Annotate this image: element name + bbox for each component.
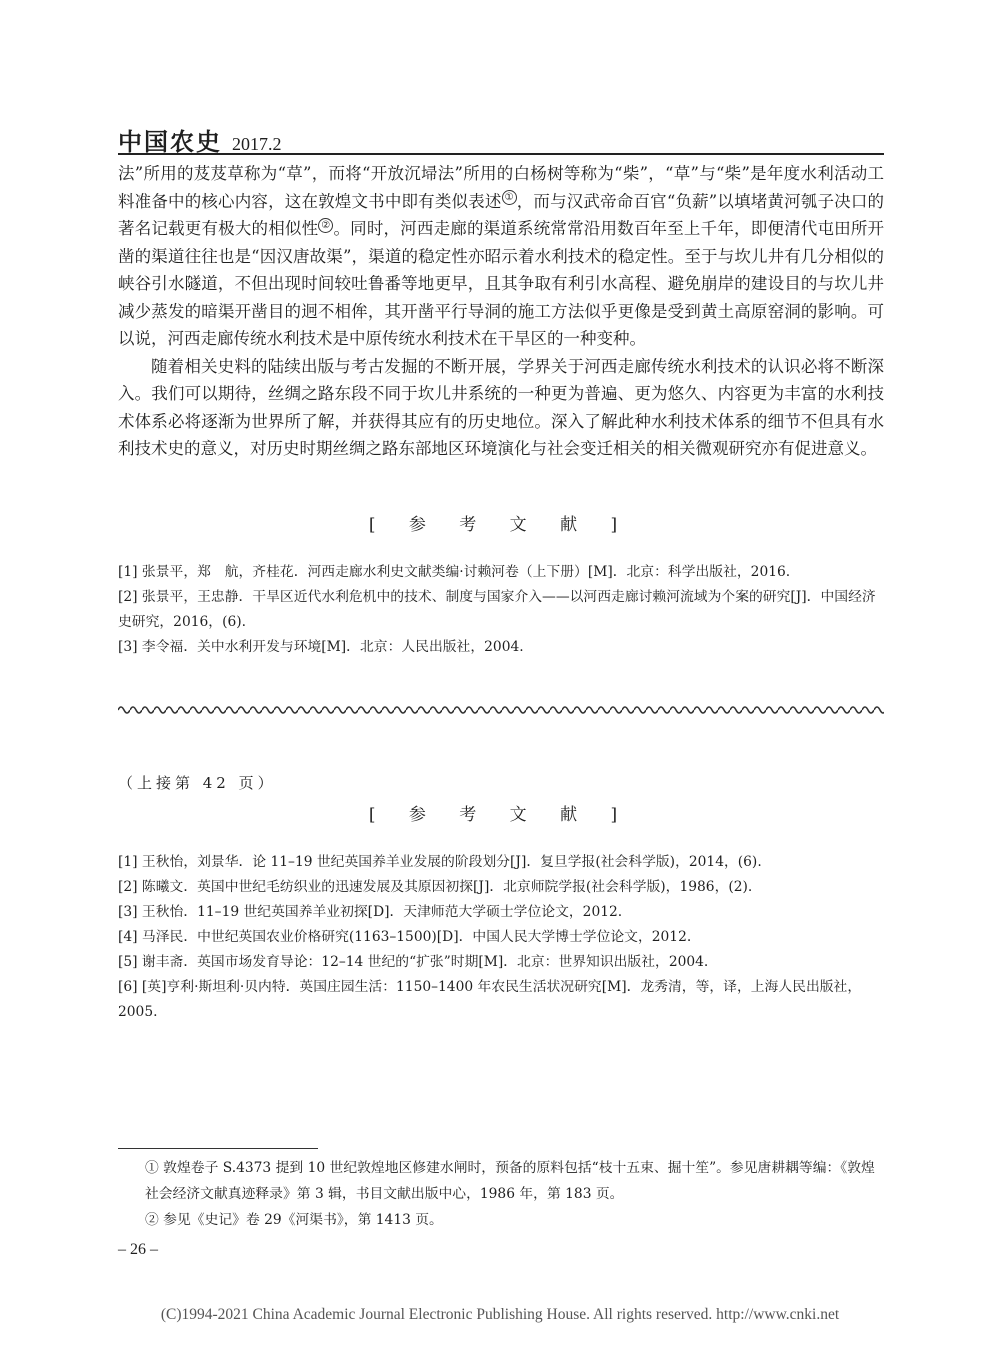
references-heading-2: [ 参 考 文 献 ]	[368, 805, 632, 825]
paragraph-1-part-b: ，而与汉武帝命百官“负薪”以填堵黄河瓠子决口的著名记载更有极大的相似性	[118, 191, 884, 238]
paragraph-2: 随着相关史料的陆续出版与考古发掘的不断开展，学界关于河西走廊传统水利技术的认识必将不断深入。我们可以期待，丝绸之路东段不同于坎儿井系统的一种更为普遍、更为悠久、内容更为丰富的水利技术体系必将逐渐为世界所了解，并获得其应有的历史地位。深入了解此种水利技术体系的细节不但具有水利技术史的意义，对历史时期丝绸之路东部地区环境演化与社会变迁相关的相关微观研究亦有促进意义。	[118, 356, 884, 458]
page-header	[118, 122, 282, 157]
reference-item: [5] 谢丰斋．英国市场发育导论：12–14 世纪的“扩张”时期[M]．北京：世界知识出版社，2004.	[118, 954, 709, 970]
references-heading-1: [ 参 考 文 献 ]	[368, 515, 632, 535]
paragraph-1-part-a: 法”所用的芨芨草称为“草”，而将“开放沉埽法”所用的白杨树等称为“柴”，“草”与“柴”是年度水利活动工料准备中的核心内容，这在敦煌文书中即有类似表述	[118, 164, 884, 211]
footnote-ref-1[interactable]: ①	[502, 190, 517, 205]
decorative-wave-divider	[118, 704, 884, 716]
reference-item: [6] [英]亨利·斯坦利·贝内特．英国庄园生活：1150–1400 年农民生活状况研究[M]．龙秀清，等，译，上海人民出版社，2005.	[118, 979, 862, 1020]
journal-issue: 2017.2	[232, 134, 282, 154]
continued-from-note: （上接第 42 页）	[118, 774, 277, 792]
header-rule	[118, 153, 884, 155]
reference-item: [4] 马泽民．中世纪英国农业价格研究(1163–1500)[D]．中国人民大学博士学位论文，2012.	[118, 929, 692, 945]
references-list-2	[118, 850, 884, 1025]
references-list-1	[118, 560, 884, 660]
footnotes	[145, 1155, 885, 1233]
footnote-rule	[118, 1148, 318, 1149]
reference-item: [3] 王秋怡．11–19 世纪英国养羊业初探[D]．天津师范大学硕士学位论文，2012.	[118, 904, 623, 920]
reference-item: [1] 王秋怡，刘景华．论 11–19 世纪英国养羊业发展的阶段划分[J]．复旦学报(社会科学版)，2014，(6).	[118, 854, 762, 870]
reference-item: [2] 张景平，王忠静．干旱区近代水利危机中的技术、制度与国家介入——以河西走廊讨赖河流域为个案的研究[J]．中国经济史研究，2016，(6).	[118, 589, 876, 630]
reference-item: [2] 陈曦文．英国中世纪毛纺织业的迅速发展及其原因初探[J]．北京师院学报(社会科学版)，1986，(2).	[118, 879, 753, 895]
copyright-line: (C)1994-2021 China Academic Journal Electronic Publishing House. All rights reserved. http://www.cnki.net	[160, 1306, 840, 1323]
footnote-1: ① 敦煌卷子 S.4373 提到 10 世纪敦煌地区修建水闸时，预备的原料包括“枝十五束、掘十笙”。参见唐耕耦等编：《敦煌社会经济文献真迹释录》第 3 辑，书目文献出版中心，1986 年，第 183 页。	[145, 1160, 875, 1202]
reference-item: [1] 张景平，郑 航，齐桂花．河西走廊水利史文献类编·讨赖河卷（上下册）[M]．北京：科学出版社，2016.	[118, 564, 791, 580]
paragraph-1-part-c: 。同时，河西走廊的渠道系统常常沿用数百年至上千年，即便清代屯田所开凿的渠道往往也是“因汉唐故渠”，渠道的稳定性亦昭示着水利技术的稳定性。至于与坎儿井有几分相似的峡谷引水隧道，不但出现时间较吐鲁番等地更早，且其争取有利引水高程、避免崩岸的建设目的与坎儿井减少蒸发的暗渠开凿目的迥不相侔，其开凿平行导洞的施工方法似乎更像是受到黄土高原窑洞的影响。可以说，河西走廊传统水利技术是中原传统水利技术在干旱区的一种变种。	[118, 219, 885, 348]
journal-title: 中国农史	[118, 127, 222, 156]
page-number: – 26 –	[118, 1241, 158, 1258]
paragraph-1	[118, 160, 884, 353]
footnote-ref-2[interactable]: ②	[318, 218, 333, 233]
article-body	[118, 160, 884, 463]
footnote-2: ② 参见《史记》卷 29《河渠书》，第 1413 页。	[145, 1212, 443, 1228]
reference-item: [3] 李令福．关中水利开发与环境[M]．北京：人民出版社，2004.	[118, 639, 524, 655]
